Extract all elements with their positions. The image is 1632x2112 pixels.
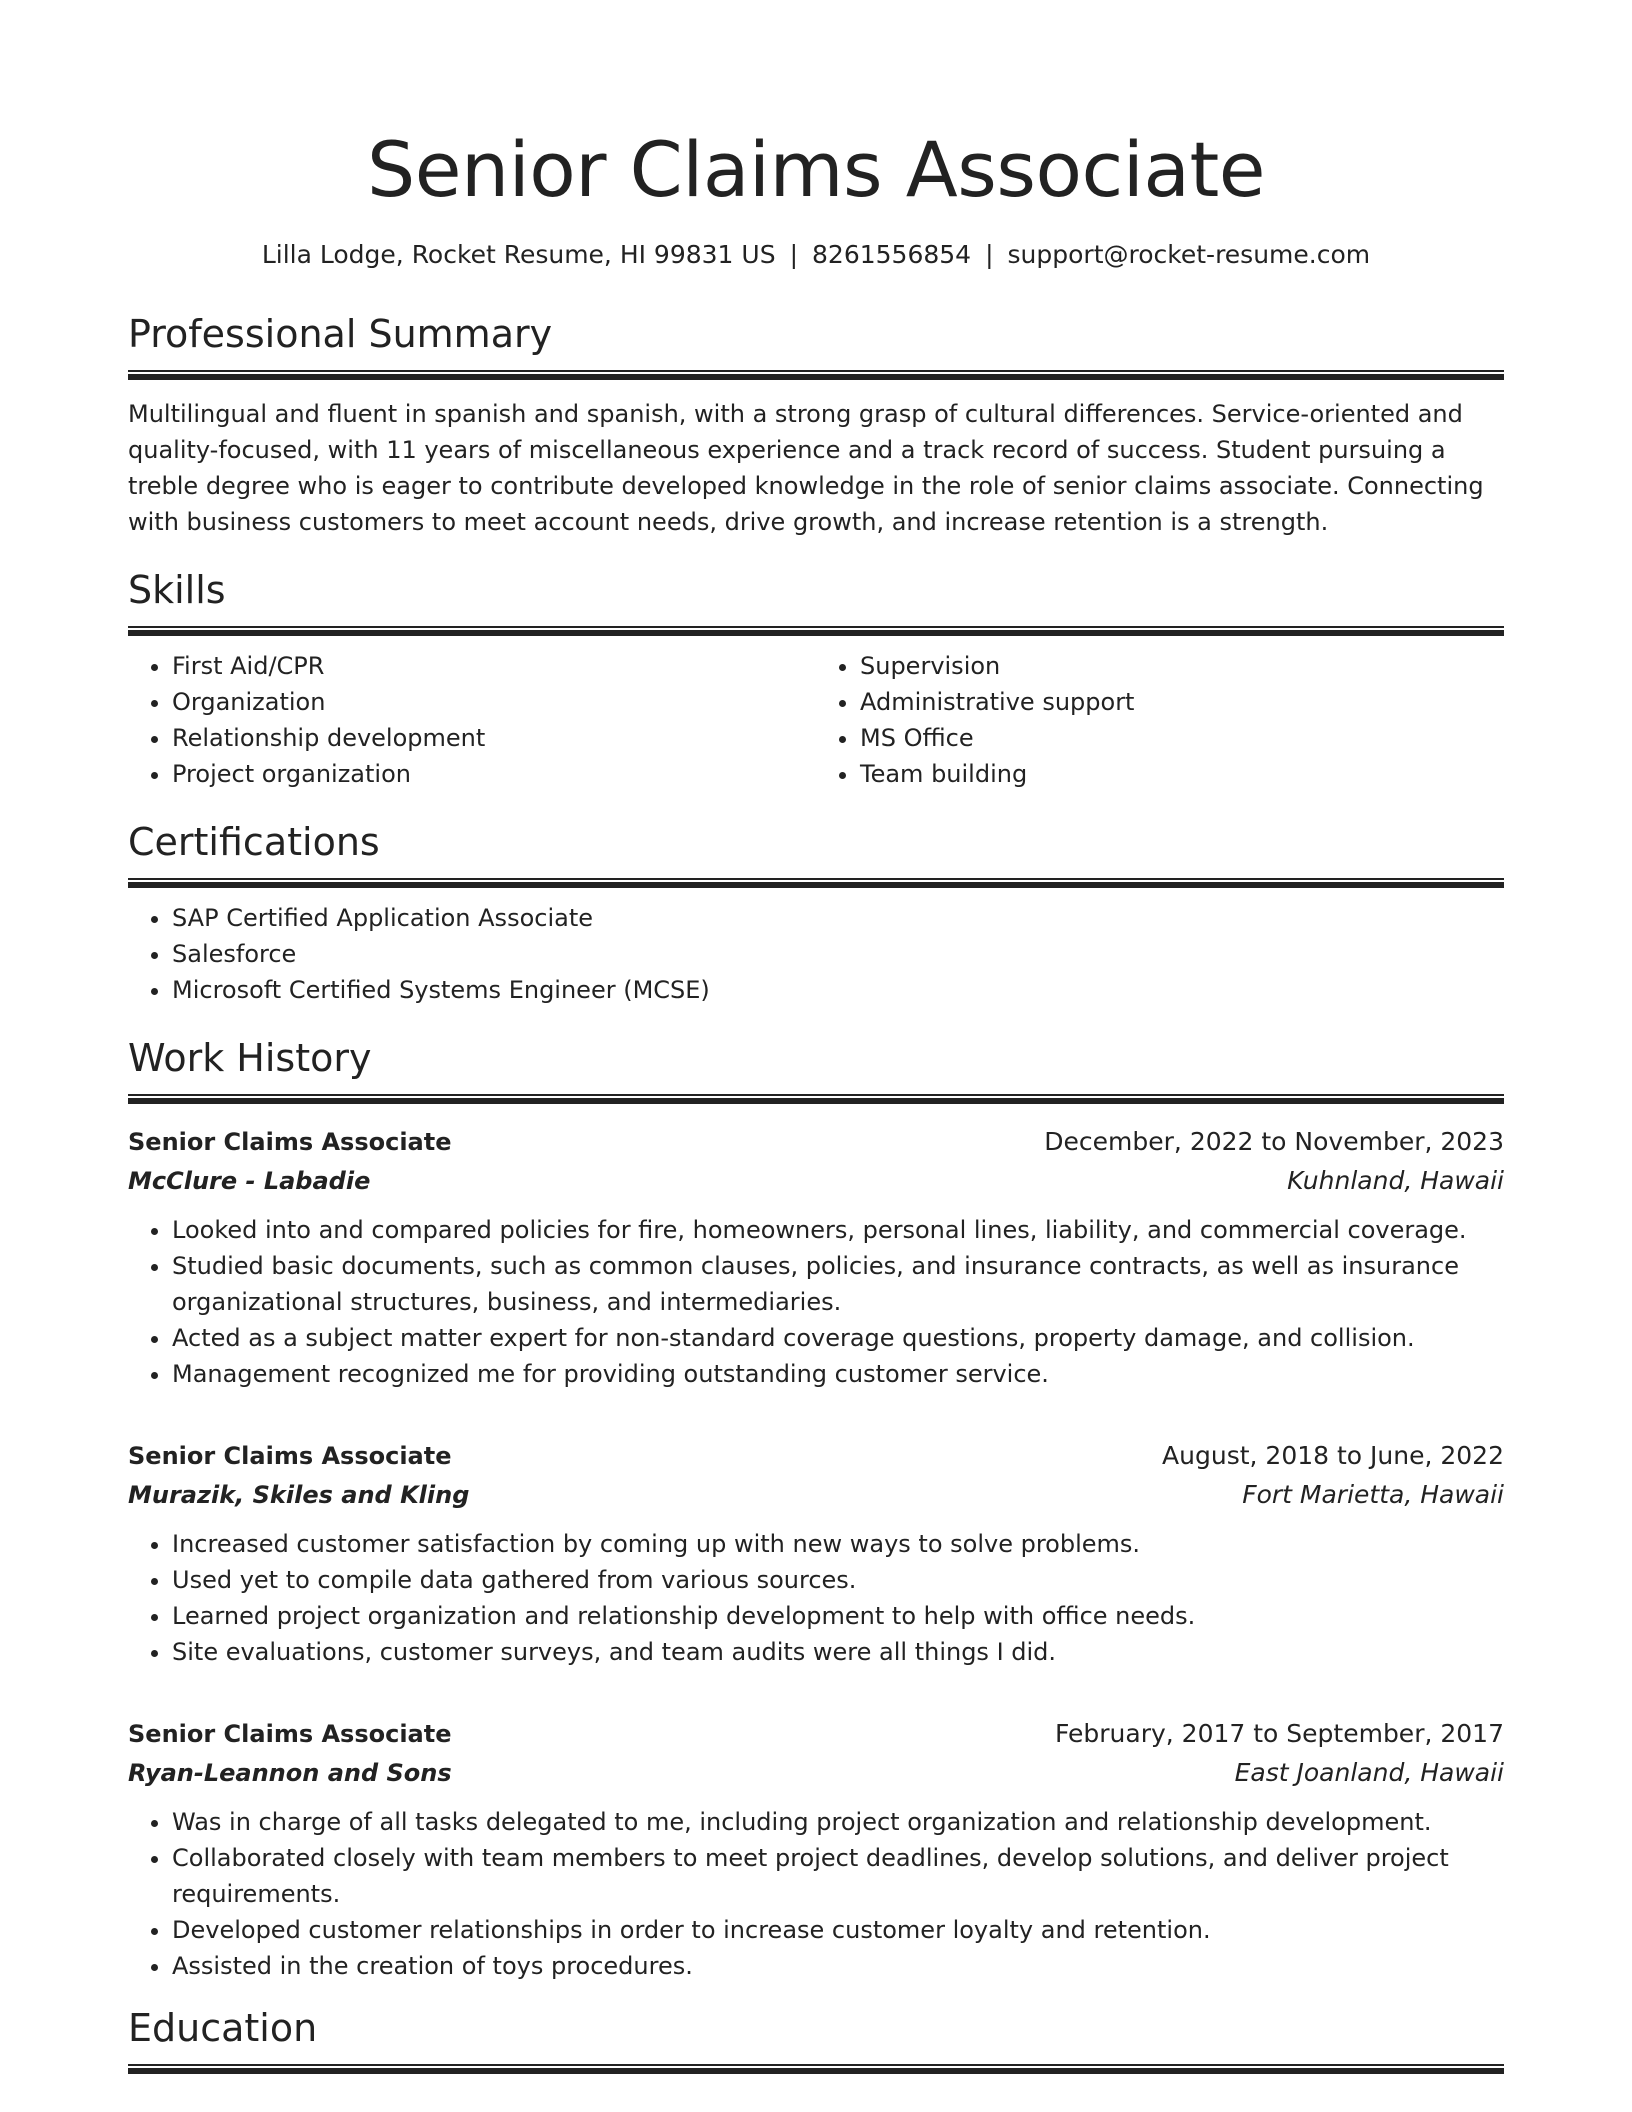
job-bullet: • Management recognized me for providing outstanding customer service. (172, 1356, 1504, 1392)
skill-item: • Supervision (860, 648, 1504, 684)
education-section (128, 2004, 1504, 2074)
skill-item: • MS Office (860, 720, 1504, 756)
education-heading: Education (128, 2006, 318, 2050)
job-location: Kuhnland, Hawaii (1287, 1166, 1504, 1195)
job-company-row (128, 1162, 1504, 1200)
job-entry (128, 1714, 1504, 1984)
certification-item: • Microsoft Certified Systems Engineer (MCSE) (172, 972, 1504, 1008)
certification-item: • Salesforce (172, 936, 1504, 972)
job-bullet: • Looked into and compared policies for fire, homeowners, personal lines, liability, and commercial coverage. (172, 1212, 1504, 1248)
job-title: Senior Claims Associate (128, 1128, 452, 1156)
section-divider (128, 1094, 1504, 1104)
summary-text: Multilingual and fluent in spanish and spanish, with a strong grasp of cultural differences. Service-oriented and quality-focused, with 11 years of miscellaneous experience and a track record of success. Student pursuing a treble degree who is eager to contribute developed knowledge in the role of senior claims associate. Connecting with business customers to meet account needs, drive growth, and increase retention is a strength. (128, 400, 1484, 536)
job-bullet: • Used yet to compile data gathered from various sources. (172, 1562, 1504, 1598)
skill-item: • First Aid/CPR (172, 648, 816, 684)
skills-list-right (816, 648, 1504, 792)
job-bullets (128, 1804, 1504, 1984)
job-company: Ryan-Leannon and Sons (128, 1759, 452, 1787)
job-bullet: • Was in charge of all tasks delegated to me, including project organization and relationship development. (172, 1804, 1504, 1840)
skills-list-left (128, 648, 816, 792)
job-header-row (128, 1714, 1504, 1754)
job-dates: August, 2018 to June, 2022 (1162, 1441, 1504, 1470)
skills-heading: Skills (128, 568, 226, 612)
contact-email: support@rocket-resume.com (1007, 240, 1371, 269)
skill-item: • Organization (172, 684, 816, 720)
skills-grid (128, 648, 1504, 792)
summary-heading: Professional Summary (128, 312, 553, 356)
summary-section (128, 310, 1504, 540)
job-entry (128, 1122, 1504, 1392)
job-title: Senior Claims Associate (128, 1442, 452, 1470)
job-company-row (128, 1754, 1504, 1792)
job-bullets (128, 1212, 1504, 1392)
contact-separator: | (985, 240, 994, 269)
skill-item: • Project organization (172, 756, 816, 792)
job-location: East Joanland, Hawaii (1234, 1758, 1504, 1787)
certifications-heading: Certifications (128, 820, 380, 864)
job-company: Murazik, Skiles and Kling (128, 1481, 470, 1509)
resume-title: Senior Claims Associate (366, 125, 1266, 214)
skills-section (128, 566, 1504, 792)
job-header-row (128, 1436, 1504, 1476)
job-dates: December, 2022 to November, 2023 (1044, 1127, 1504, 1156)
certifications-list (128, 900, 1504, 1008)
job-bullet: • Collaborated closely with team members to meet project deadlines, develop solutions, and deliver project requirements. (172, 1840, 1504, 1912)
section-divider (128, 2064, 1504, 2074)
job-bullet: • Acted as a subject matter expert for non-standard coverage questions, property damage, and collision. (172, 1320, 1504, 1356)
work-history-heading: Work History (128, 1036, 372, 1080)
skill-item: • Relationship development (172, 720, 816, 756)
work-history-section (128, 1034, 1504, 1984)
contact-address: Lilla Lodge, Rocket Resume, HI 99831 US (261, 240, 776, 269)
job-bullet: • Site evaluations, customer surveys, and team audits were all things I did. (172, 1634, 1504, 1670)
contact-line (128, 238, 1504, 272)
job-location: Fort Marietta, Hawaii (1242, 1480, 1504, 1509)
job-header-row (128, 1122, 1504, 1162)
job-company: McClure - Labadie (128, 1167, 371, 1195)
section-divider (128, 626, 1504, 636)
job-title: Senior Claims Associate (128, 1720, 452, 1748)
certifications-section (128, 818, 1504, 1008)
job-bullet: • Studied basic documents, such as common clauses, policies, and insurance contracts, as well as insurance organizational structures, business, and intermediaries. (172, 1248, 1504, 1320)
job-bullet: • Learned project organization and relationship development to help with office needs. (172, 1598, 1504, 1634)
section-divider (128, 878, 1504, 888)
contact-phone: 8261556854 (812, 240, 972, 269)
contact-separator: | (789, 240, 799, 269)
section-divider (128, 370, 1504, 380)
job-bullet: • Developed customer relationships in order to increase customer loyalty and retention. (172, 1912, 1504, 1948)
job-company-row (128, 1476, 1504, 1514)
job-bullet: • Assisted in the creation of toys procedures. (172, 1948, 1504, 1984)
certification-item: • SAP Certified Application Associate (172, 900, 1504, 936)
job-bullet: • Increased customer satisfaction by coming up with new ways to solve problems. (172, 1526, 1504, 1562)
job-bullets (128, 1526, 1504, 1670)
skill-item: • Administrative support (860, 684, 1504, 720)
job-entry (128, 1436, 1504, 1670)
skill-item: • Team building (860, 756, 1504, 792)
job-dates: February, 2017 to September, 2017 (1055, 1719, 1504, 1748)
